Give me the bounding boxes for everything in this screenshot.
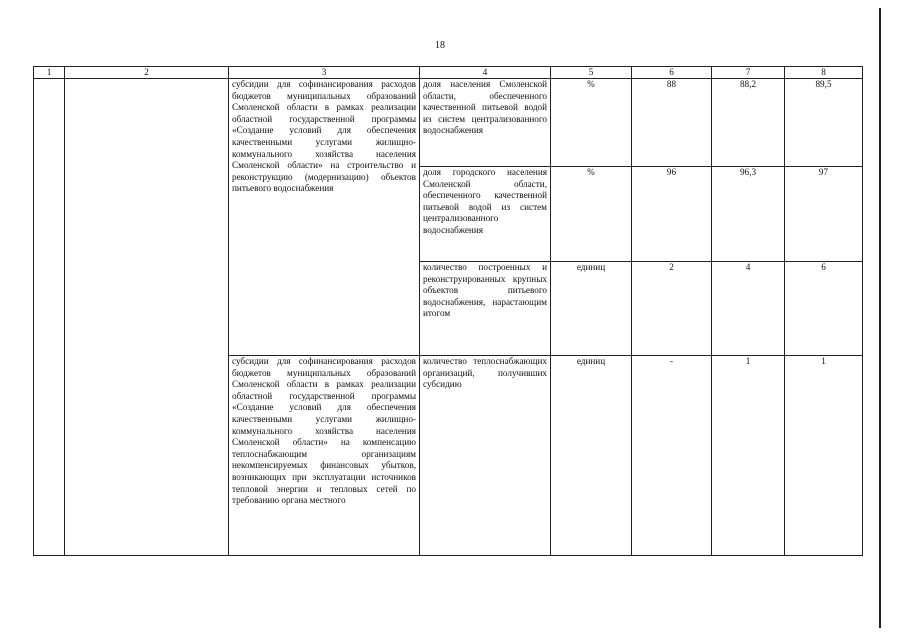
value-cell-7: 4 (712, 262, 785, 356)
measure-cell: субсидии для софинансирования расходов бюджетов муниципальных образований Смоленской области в рамках реализации областной государственной программы «Создание условий для обеспечения качественными услугами жилищно-коммунального хозяйства населения Смоленской области» на компенсацию теплоснабжающим организациям некомпенсируемых финансовых убытков, возникающих при эксплуатации источников тепловой энергии и тепловых сетей по требованию органа местного (229, 356, 420, 556)
value-cell-8: 1 (785, 356, 863, 556)
column-header: 5 (551, 67, 632, 79)
value-cell-7: 1 (712, 356, 785, 556)
column-header: 8 (785, 67, 863, 79)
col1-cell (34, 79, 65, 556)
value-cell-8: 6 (785, 262, 863, 356)
unit-cell: единиц (551, 262, 632, 356)
unit-cell: % (551, 79, 632, 167)
indicator-cell: количество теплоснабжающих организаций, получивших субсидию (420, 356, 551, 556)
column-header: 2 (65, 67, 229, 79)
column-number-row (34, 67, 863, 79)
unit-cell: единиц (551, 356, 632, 556)
unit-cell: % (551, 167, 632, 262)
value-cell-7: 96,3 (712, 167, 785, 262)
indicator-cell: доля городского населения Смоленской области, обеспеченного качественной питьевой водой из систем централизованного водоснабжения (420, 167, 551, 262)
value-cell-8: 97 (785, 167, 863, 262)
value-cell-8: 89,5 (785, 79, 863, 167)
value-cell-6: 2 (632, 262, 712, 356)
indicators-table (33, 66, 863, 556)
value-cell-6: - (632, 356, 712, 556)
value-cell-7: 88,2 (712, 79, 785, 167)
table-row (34, 79, 863, 167)
measure-cell: субсидии для софинансирования расходов бюджетов муниципальных образований Смоленской области в рамках реализации областной государственной программы «Создание условий для обеспечения качественными услугами жилищно-коммунального хозяйства населения Смоленской области» на строительство и реконструкцию (модернизацию) объектов питьевого водоснабжения (229, 79, 420, 356)
column-header: 1 (34, 67, 65, 79)
column-header: 6 (632, 67, 712, 79)
column-header: 7 (712, 67, 785, 79)
indicator-cell: количество построенных и реконструированных крупных объектов питьевого водоснабжения, нарастающим итогом (420, 262, 551, 356)
margin-rule (879, 8, 881, 628)
column-header: 4 (420, 67, 551, 79)
page-number: 18 (435, 40, 445, 51)
column-header: 3 (229, 67, 420, 79)
col2-cell (65, 79, 229, 556)
value-cell-6: 88 (632, 79, 712, 167)
value-cell-6: 96 (632, 167, 712, 262)
indicator-cell: доля населения Смоленской области, обеспеченного качественной питьевой водой из систем централизованного водоснабжения (420, 79, 551, 167)
